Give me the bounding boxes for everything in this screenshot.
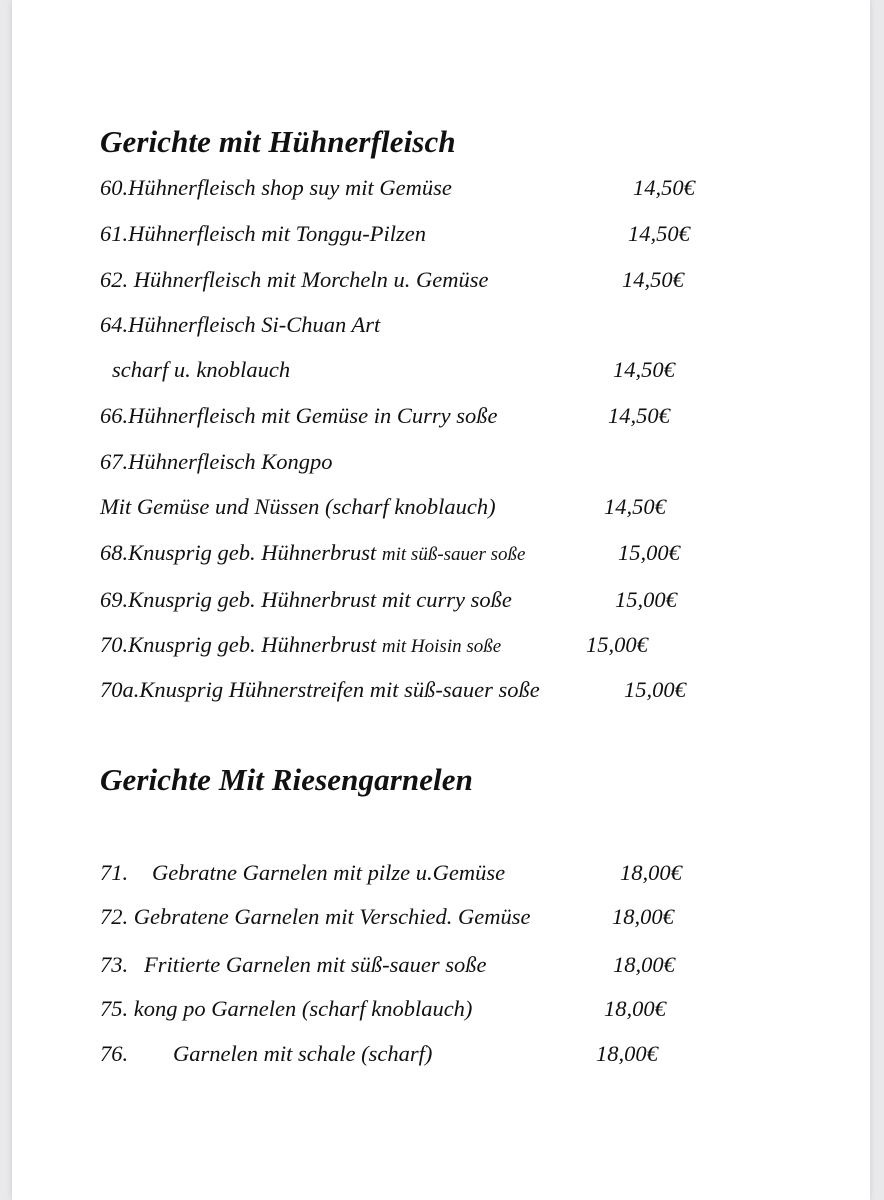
menu-item-name: 75. kong po Garnelen (scharf knoblauch) bbox=[100, 996, 473, 1021]
menu-item-name: 64.Hühnerfleisch Si-Chuan Art bbox=[100, 312, 381, 337]
menu-page bbox=[12, 0, 870, 1200]
menu-item-price: 14,50€ bbox=[604, 494, 666, 519]
menu-item-number: 76. bbox=[100, 1041, 129, 1066]
menu-item-price: 18,00€ bbox=[612, 904, 674, 929]
menu-item-description: Mit Gemüse und Nüssen (scharf knoblauch) bbox=[100, 494, 496, 519]
menu-item-price: 14,50€ bbox=[608, 403, 670, 428]
menu-item-price: 14,50€ bbox=[613, 357, 675, 382]
menu-item-name: 70a.Knusprig Hühnerstreifen mit süß-sauer soße bbox=[100, 677, 540, 702]
menu-item-price: 15,00€ bbox=[624, 677, 686, 702]
menu-item-name-main: 70.Knusprig geb. Hühnerbrust bbox=[100, 632, 377, 657]
menu-item-price: 15,00€ bbox=[618, 540, 680, 565]
menu-item-name: 62. Hühnerfleisch mit Morcheln u. Gemüse bbox=[100, 267, 489, 292]
menu-item-name bbox=[100, 540, 525, 566]
menu-item-price: 18,00€ bbox=[613, 952, 675, 977]
menu-item-price: 18,00€ bbox=[596, 1041, 658, 1066]
menu-item-price: 18,00€ bbox=[620, 860, 682, 885]
menu-item-price: 15,00€ bbox=[586, 632, 648, 657]
menu-item-number: 71. bbox=[100, 860, 129, 885]
menu-item-description: scharf u. knoblauch bbox=[112, 357, 291, 382]
menu-item-name: 69.Knusprig geb. Hühnerbrust mit curry soße bbox=[100, 587, 512, 612]
menu-item-price: 14,50€ bbox=[628, 221, 690, 246]
section-heading-chicken: Gerichte mit Hühnerfleisch bbox=[100, 124, 456, 159]
menu-item-name: 60.Hühnerfleisch shop suy mit Gemüse bbox=[100, 175, 452, 200]
menu-item-name: 67.Hühnerfleisch Kongpo bbox=[100, 449, 333, 474]
menu-item-price: 14,50€ bbox=[633, 175, 695, 200]
menu-item-name: 61.Hühnerfleisch mit Tonggu-Pilzen bbox=[100, 221, 427, 246]
menu-item-name: Fritierte Garnelen mit süß-sauer soße bbox=[144, 952, 487, 977]
menu-item-name-small: mit süß-sauer soße bbox=[381, 544, 526, 565]
menu-item-name-main: 68.Knusprig geb. Hühnerbrust bbox=[100, 540, 377, 565]
menu-item-name: Garnelen mit schale (scharf) bbox=[173, 1041, 433, 1066]
menu-item-name: 72. Gebratene Garnelen mit Verschied. Gemüse bbox=[100, 904, 531, 929]
menu-item-price: 14,50€ bbox=[622, 267, 684, 292]
menu-item-price: 15,00€ bbox=[615, 587, 677, 612]
menu-item-name: Gebratne Garnelen mit pilze u.Gemüse bbox=[152, 860, 506, 885]
section-heading-prawns: Gerichte Mit Riesengarnelen bbox=[100, 762, 473, 797]
menu-item-name: 66.Hühnerfleisch mit Gemüse in Curry soße bbox=[100, 403, 498, 428]
menu-item-name-small: mit Hoisin soße bbox=[381, 636, 502, 657]
menu-item-name bbox=[100, 632, 501, 658]
menu-item-number: 73. bbox=[100, 952, 129, 977]
menu-item-price: 18,00€ bbox=[604, 996, 666, 1021]
